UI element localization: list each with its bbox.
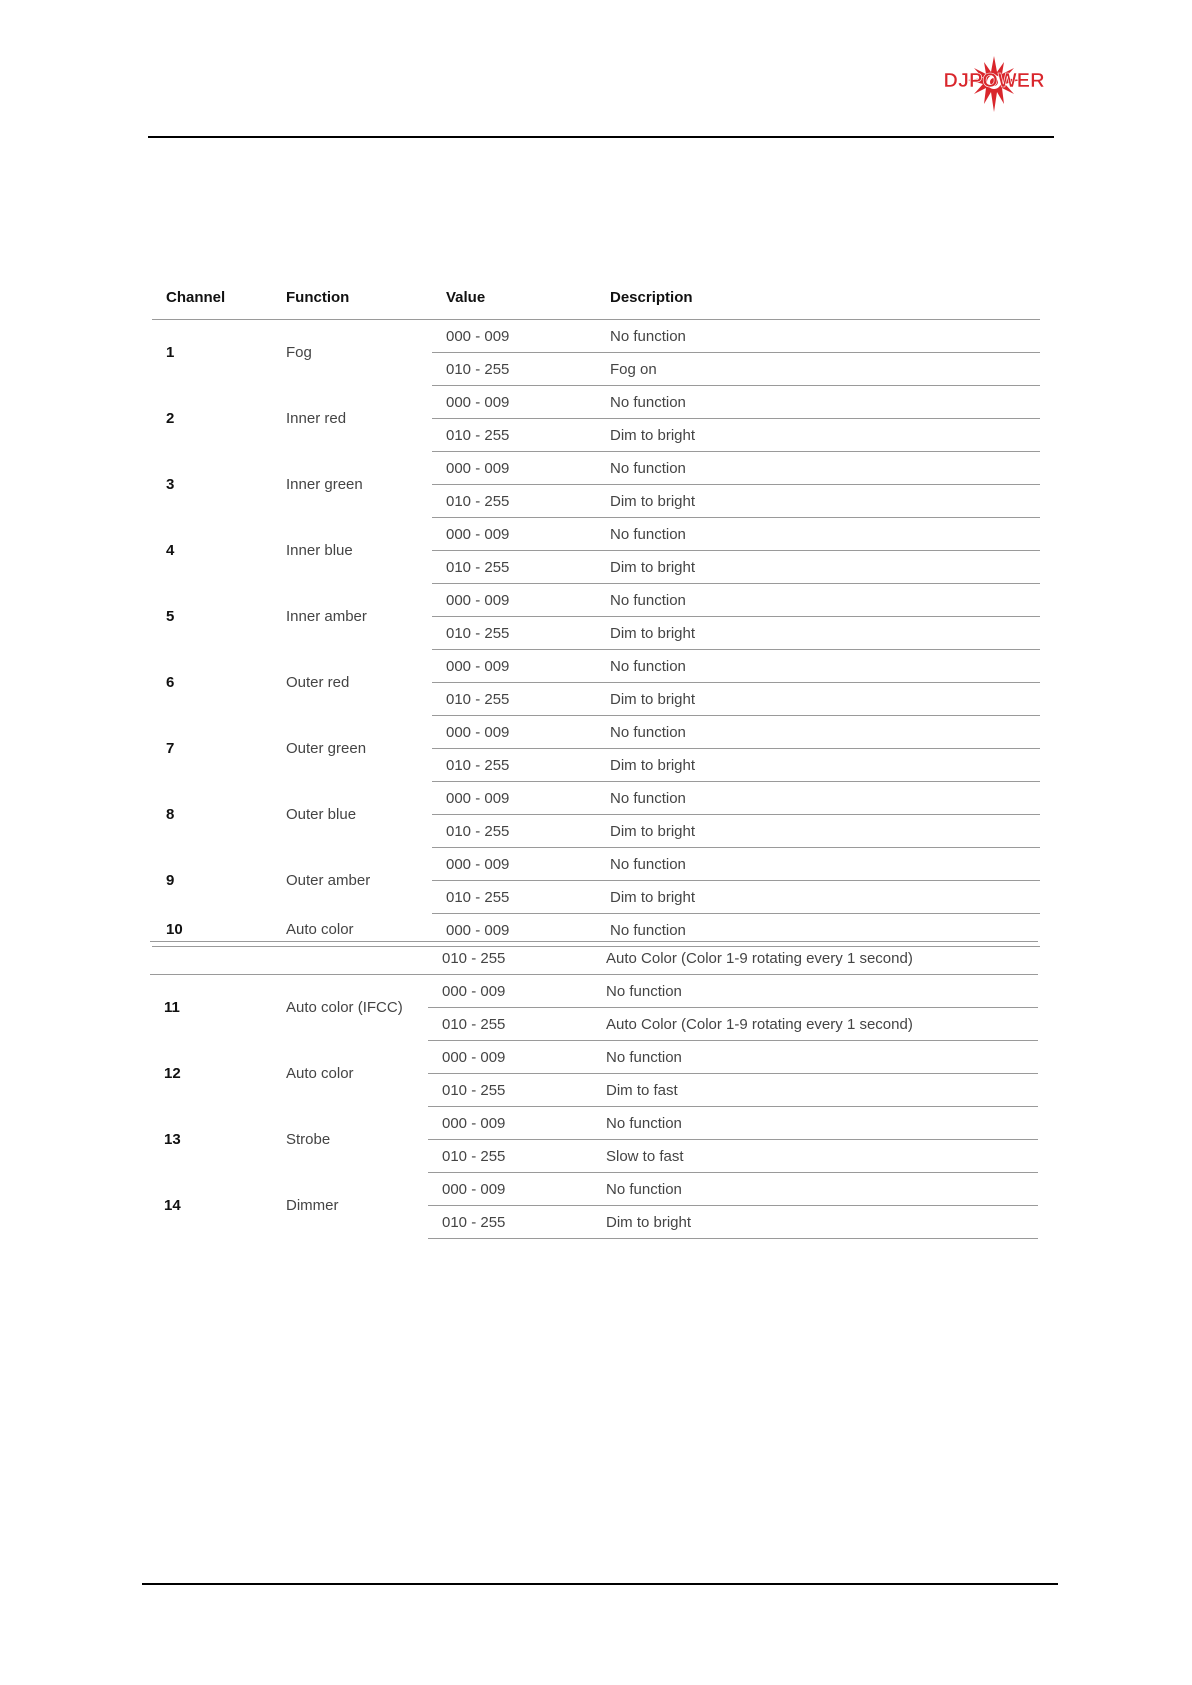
description-cell: No function bbox=[592, 1107, 1038, 1140]
value-cell: 000 - 009 bbox=[428, 975, 592, 1008]
channel-cell: 1 bbox=[166, 344, 175, 362]
value-cell: 010 - 255 bbox=[428, 1008, 592, 1041]
channel-cell: 3 bbox=[166, 476, 175, 493]
value-cell: 000 - 009 bbox=[428, 1041, 592, 1074]
djpower-logo bbox=[938, 54, 1050, 114]
value-cell: 010 - 255 bbox=[432, 683, 596, 716]
channel-cell: 10 bbox=[152, 914, 286, 947]
function-cell: Inner red bbox=[286, 410, 347, 427]
value-cell: 010 - 255 bbox=[432, 353, 596, 386]
value-cell: 000 - 009 bbox=[432, 848, 596, 881]
function-cell: Auto color bbox=[286, 914, 432, 947]
function-cell: Outer amber bbox=[286, 872, 371, 889]
value-cell: 000 - 009 bbox=[432, 716, 596, 749]
function-cell: Dimmer bbox=[286, 1197, 339, 1214]
table-row bbox=[152, 584, 1040, 617]
table-row bbox=[152, 320, 1040, 353]
description-cell: No function bbox=[596, 584, 1040, 617]
header-channel: Channel bbox=[152, 275, 286, 320]
value-cell: 010 - 255 bbox=[428, 1140, 592, 1173]
table-row bbox=[152, 716, 1040, 749]
table-row bbox=[150, 975, 1038, 1008]
value-cell: 000 - 009 bbox=[432, 452, 596, 485]
value-cell: 000 - 009 bbox=[432, 650, 596, 683]
function-cell: Auto color (IFCC) bbox=[286, 999, 403, 1017]
value-cell: 000 - 009 bbox=[428, 1107, 592, 1140]
value-cell: 010 - 255 bbox=[428, 942, 592, 975]
channel-cell: 7 bbox=[166, 740, 175, 757]
description-cell: Dim to bright bbox=[596, 485, 1040, 518]
channel-cell: 5 bbox=[166, 608, 175, 625]
table-row bbox=[152, 782, 1040, 815]
description-cell: No function bbox=[592, 1041, 1038, 1074]
function-cell: Auto color bbox=[286, 1065, 354, 1082]
function-cell: Inner green bbox=[286, 476, 363, 493]
function-cell: Outer blue bbox=[286, 806, 357, 823]
description-cell: No function bbox=[592, 975, 1038, 1008]
value-cell: 000 - 009 bbox=[432, 584, 596, 617]
footer-divider bbox=[142, 1583, 1058, 1585]
description-cell: No function bbox=[596, 320, 1040, 353]
header-function: Function bbox=[286, 275, 432, 320]
value-cell: 010 - 255 bbox=[432, 419, 596, 452]
description-cell: Fog on bbox=[596, 353, 1040, 386]
value-cell: 000 - 009 bbox=[432, 320, 596, 353]
description-cell: Dim to bright bbox=[596, 419, 1040, 452]
channel-cell: 4 bbox=[166, 542, 175, 559]
value-cell: 010 - 255 bbox=[432, 551, 596, 584]
value-cell: 000 - 009 bbox=[428, 1173, 592, 1206]
description-cell: No function bbox=[596, 386, 1040, 419]
header-divider bbox=[148, 136, 1054, 138]
value-cell: 010 - 255 bbox=[432, 815, 596, 848]
description-cell: No function bbox=[596, 716, 1040, 749]
channel-cell: 6 bbox=[166, 674, 175, 691]
description-cell: No function bbox=[596, 782, 1040, 815]
description-cell: Dim to bright bbox=[596, 683, 1040, 716]
description-cell: No function bbox=[596, 518, 1040, 551]
function-cell: Outer green bbox=[286, 740, 367, 757]
table-row bbox=[152, 848, 1040, 881]
table-row bbox=[150, 1173, 1038, 1206]
description-cell: No function bbox=[596, 452, 1040, 485]
value-cell: 010 - 255 bbox=[428, 1074, 592, 1107]
function-cell: Fog bbox=[286, 344, 312, 362]
value-cell: 000 - 009 bbox=[432, 782, 596, 815]
table-row bbox=[152, 386, 1040, 419]
description-cell: No function bbox=[596, 650, 1040, 683]
value-cell: 000 - 009 bbox=[432, 386, 596, 419]
function-cell: Inner amber bbox=[286, 608, 367, 625]
function-cell bbox=[286, 942, 428, 975]
channel-cell: 8 bbox=[166, 806, 175, 823]
description-cell: Dim to bright bbox=[592, 1206, 1038, 1239]
table-row bbox=[152, 518, 1040, 551]
value-cell: 000 - 009 bbox=[432, 518, 596, 551]
channel-cell: 12 bbox=[164, 1065, 181, 1082]
description-cell: Dim to fast bbox=[592, 1074, 1038, 1107]
table-row bbox=[152, 650, 1040, 683]
table-row bbox=[150, 942, 1038, 975]
value-cell: 010 - 255 bbox=[432, 881, 596, 914]
logo-wordmark: DJPOWER bbox=[943, 70, 1045, 92]
description-cell: Dim to bright bbox=[596, 617, 1040, 650]
value-cell: 010 - 255 bbox=[432, 749, 596, 782]
description-cell: Dim to bright bbox=[596, 881, 1040, 914]
description-cell: Dim to bright bbox=[596, 749, 1040, 782]
description-cell: Auto Color (Color 1-9 rotating every 1 second) bbox=[592, 942, 1038, 975]
description-cell: Auto Color (Color 1-9 rotating every 1 second) bbox=[592, 1008, 1038, 1041]
channel-cell: 2 bbox=[166, 410, 175, 427]
value-cell: 010 - 255 bbox=[432, 485, 596, 518]
table-row bbox=[150, 1041, 1038, 1074]
channel-cell: 11 bbox=[164, 999, 180, 1017]
header-value: Value bbox=[432, 275, 596, 320]
description-cell: No function bbox=[596, 848, 1040, 881]
description-cell: No function bbox=[592, 1173, 1038, 1206]
function-cell: Outer red bbox=[286, 674, 350, 691]
header-description: Description bbox=[596, 275, 1040, 320]
channel-cell: 13 bbox=[164, 1131, 181, 1148]
table-row bbox=[150, 1107, 1038, 1140]
dmx-channel-table-continued bbox=[150, 941, 1038, 1239]
channel-cell bbox=[150, 942, 286, 975]
channel-cell: 9 bbox=[166, 872, 175, 889]
value-cell: 000 - 009 bbox=[432, 914, 596, 947]
table-row bbox=[152, 452, 1040, 485]
channel-cell: 14 bbox=[164, 1197, 181, 1214]
function-cell: Inner blue bbox=[286, 542, 353, 559]
description-cell: No function bbox=[596, 914, 1040, 947]
description-cell: Slow to fast bbox=[592, 1140, 1038, 1173]
function-cell: Strobe bbox=[286, 1131, 331, 1148]
value-cell: 010 - 255 bbox=[432, 617, 596, 650]
description-cell: Dim to bright bbox=[596, 551, 1040, 584]
table-header-row bbox=[152, 275, 1040, 320]
description-cell: Dim to bright bbox=[596, 815, 1040, 848]
dmx-channel-table bbox=[152, 275, 1040, 947]
value-cell: 010 - 255 bbox=[428, 1206, 592, 1239]
